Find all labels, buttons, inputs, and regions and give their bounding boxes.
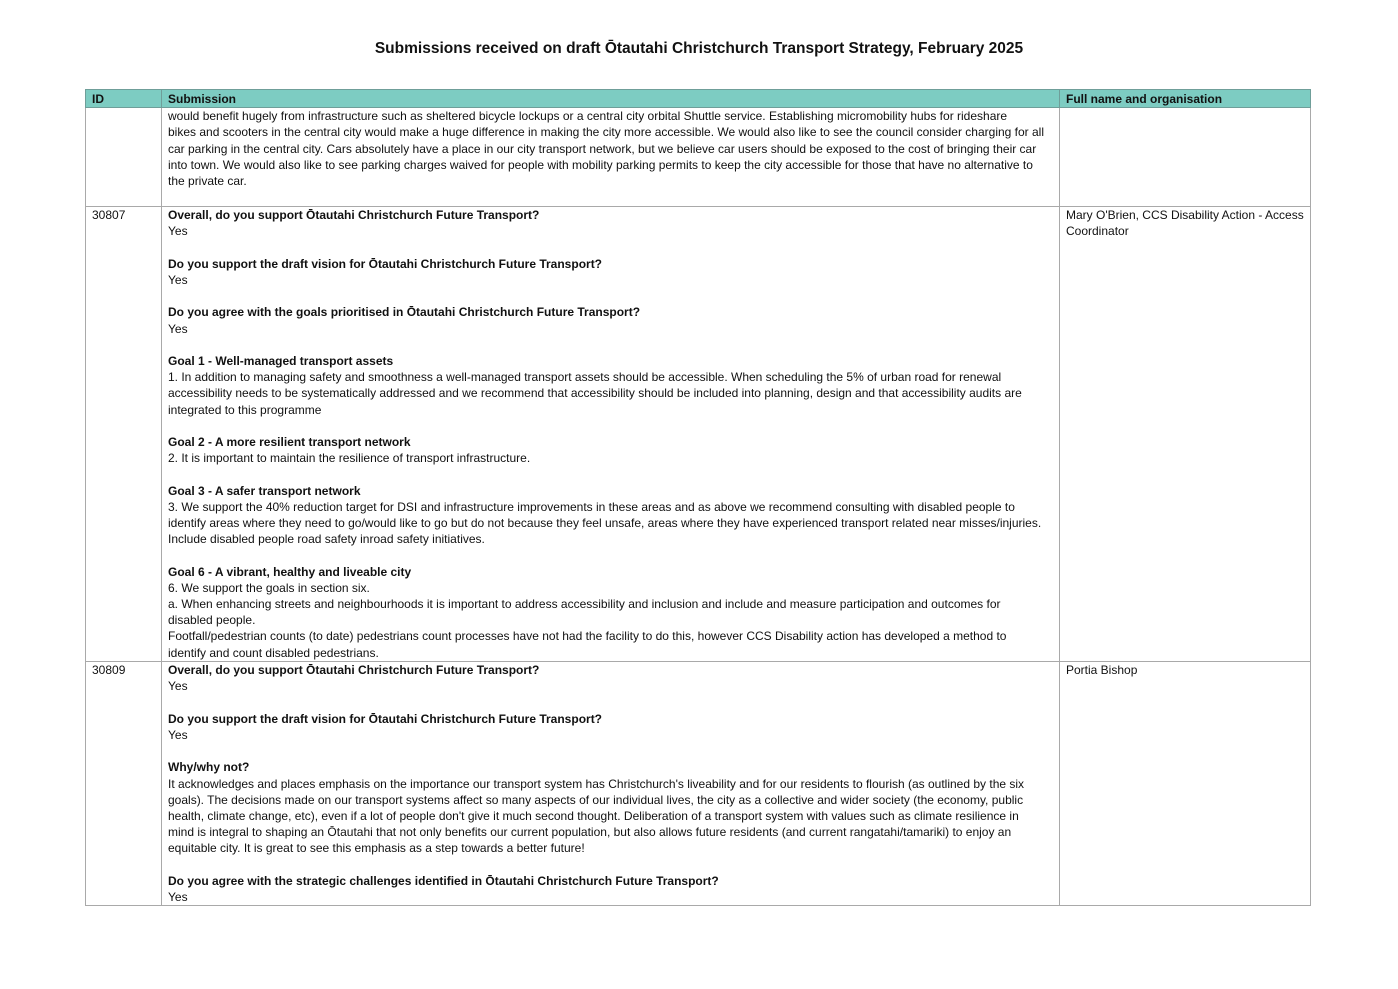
id-cell: 30809: [86, 662, 162, 906]
answer-line: Yes: [168, 273, 188, 287]
name-line: Portia Bishop: [1066, 663, 1138, 678]
answer-line: accessibility needs to be systematically addressed and we recommend that accessibility should be included into planning, design and that accessibility audits are: [168, 386, 1022, 401]
page-title: Submissions received on draft Ōtautahi Christchurch Transport Strategy, February 2025: [374, 40, 1024, 57]
table-row-continuation: [86, 108, 1311, 207]
goal-heading: Goal 2 - A more resilient transport network: [168, 434, 411, 449]
answer-line: integrated to this programme: [168, 402, 322, 417]
answer-line: It acknowledges and places emphasis on the importance our transport system has Christchurch's liveability and for our residents to flourish (as outlined by the six: [168, 776, 1025, 791]
answer-line: identify and count disabled pedestrians.: [168, 645, 379, 660]
text-line: bikes and scooters in the central city would make a huge difference in making the city more accessible. We would also like to see the council consider charging for all: [168, 125, 1045, 140]
text-line: would benefit hugely from infrastructure such as sheltered bicycle lockups or a central city orbital Shuttle service. Establishing micromobility hubs for rideshare: [168, 109, 1008, 124]
answer-line: goals). The decisions made on our transport systems affect so many aspects of our individual lives, the city as a collective and wider society (the economy, public: [168, 792, 1024, 807]
text-line: into town. We would also like to see parking charges waived for people with mobility parking permits to keep the city accessible for those that have no alternative to: [168, 157, 1033, 172]
text-line: car parking in the central city. Cars absolutely have a place in our city transport network, but we believe car users should be exposed to the cost of bringing their car: [168, 141, 1037, 156]
submission-cell: [162, 662, 1060, 906]
name-cell: [1060, 108, 1311, 207]
goal-heading: Goal 3 - A safer transport network: [168, 483, 361, 498]
question-heading: Do you agree with the strategic challenges identified in Ōtautahi Christchurch Future Transport?: [168, 873, 719, 888]
answer-line: equitable city. It is great to see this emphasis as a step towards a better future!: [168, 841, 585, 856]
answer-line: Footfall/pedestrian counts (to date) pedestrians count processes have not had the facility to do this, however CCS Disability action has developed a method to: [168, 629, 1007, 644]
table-header-row: [86, 90, 1311, 108]
answer-line: mind is integral to shaping an Ōtautahi that not only benefits our current population, but also allows future residents (and current rangatahi/tamariki) to enjoy an: [168, 825, 1012, 840]
question-heading: Do you support the draft vision for Ōtautahi Christchurch Future Transport?: [168, 256, 603, 271]
answer-line: a. When enhancing streets and neighbourhoods it is important to address accessibility and inclusion and include and measure participation and outcomes for: [168, 596, 1001, 611]
submission-cell: [162, 207, 1060, 662]
id-cell: 30807: [86, 207, 162, 662]
table-row: [86, 207, 1311, 662]
name-cell: [1060, 207, 1311, 662]
goal-heading: Goal 6 - A vibrant, healthy and liveable city: [168, 564, 412, 579]
id-cell: [86, 108, 162, 207]
name-line: Mary O'Brien, CCS Disability Action - Access: [1066, 208, 1304, 223]
answer-line: 2. It is important to maintain the resilience of transport infrastructure.: [168, 451, 531, 466]
answer-line: 1. In addition to managing safety and smoothness a well-managed transport assets should be accessible. When scheduling the 5% of urban road for renewal: [168, 370, 1002, 385]
question-heading: Do you agree with the goals prioritised in Ōtautahi Christchurch Future Transport?: [168, 305, 641, 320]
submissions-table: [85, 89, 1311, 906]
answer-line: 6. We support the goals in section six.: [168, 580, 370, 595]
text-line: the private car.: [168, 174, 247, 189]
question-heading: Do you support the draft vision for Ōtautahi Christchurch Future Transport?: [168, 711, 603, 726]
submission-cell: [162, 108, 1060, 207]
answer-line: 3. We support the 40% reduction target for DSI and infrastructure improvements in these areas and as above we recommend consulting with disabled people to: [168, 499, 1015, 514]
question-heading: Why/why not?: [168, 760, 250, 775]
answer-line: Yes: [168, 679, 188, 694]
header-name: Full name and organisation: [1060, 90, 1311, 108]
question-heading: Overall, do you support Ōtautahi Christchurch Future Transport?: [168, 663, 540, 678]
question-heading: Overall, do you support Ōtautahi Christchurch Future Transport?: [168, 208, 540, 223]
header-id: ID: [86, 90, 162, 108]
goal-heading: Goal 1 - Well-managed transport assets: [168, 353, 394, 368]
table-row: [86, 662, 1311, 906]
name-cell: [1060, 662, 1311, 906]
answer-line: Yes: [168, 890, 188, 904]
answer-line: disabled people.: [168, 613, 256, 628]
answer-line: Yes: [168, 224, 188, 239]
answer-line: Yes: [168, 728, 188, 742]
answer-line: identify areas where they need to go/would like to go but do not because they feel unsafe, areas where they have experienced transport related near misses/injuries.: [168, 515, 1042, 530]
header-submission: Submission: [162, 90, 1060, 108]
answer-line: health, climate change, etc), even if a lot of people don't give it much second thought. Deliberation of a transport system with values such as climate resilience in: [168, 809, 1019, 823]
name-line: Coordinator: [1066, 224, 1129, 239]
answer-line: Include disabled people road safety inroad safety initiatives.: [168, 532, 485, 547]
answer-line: Yes: [168, 321, 188, 336]
